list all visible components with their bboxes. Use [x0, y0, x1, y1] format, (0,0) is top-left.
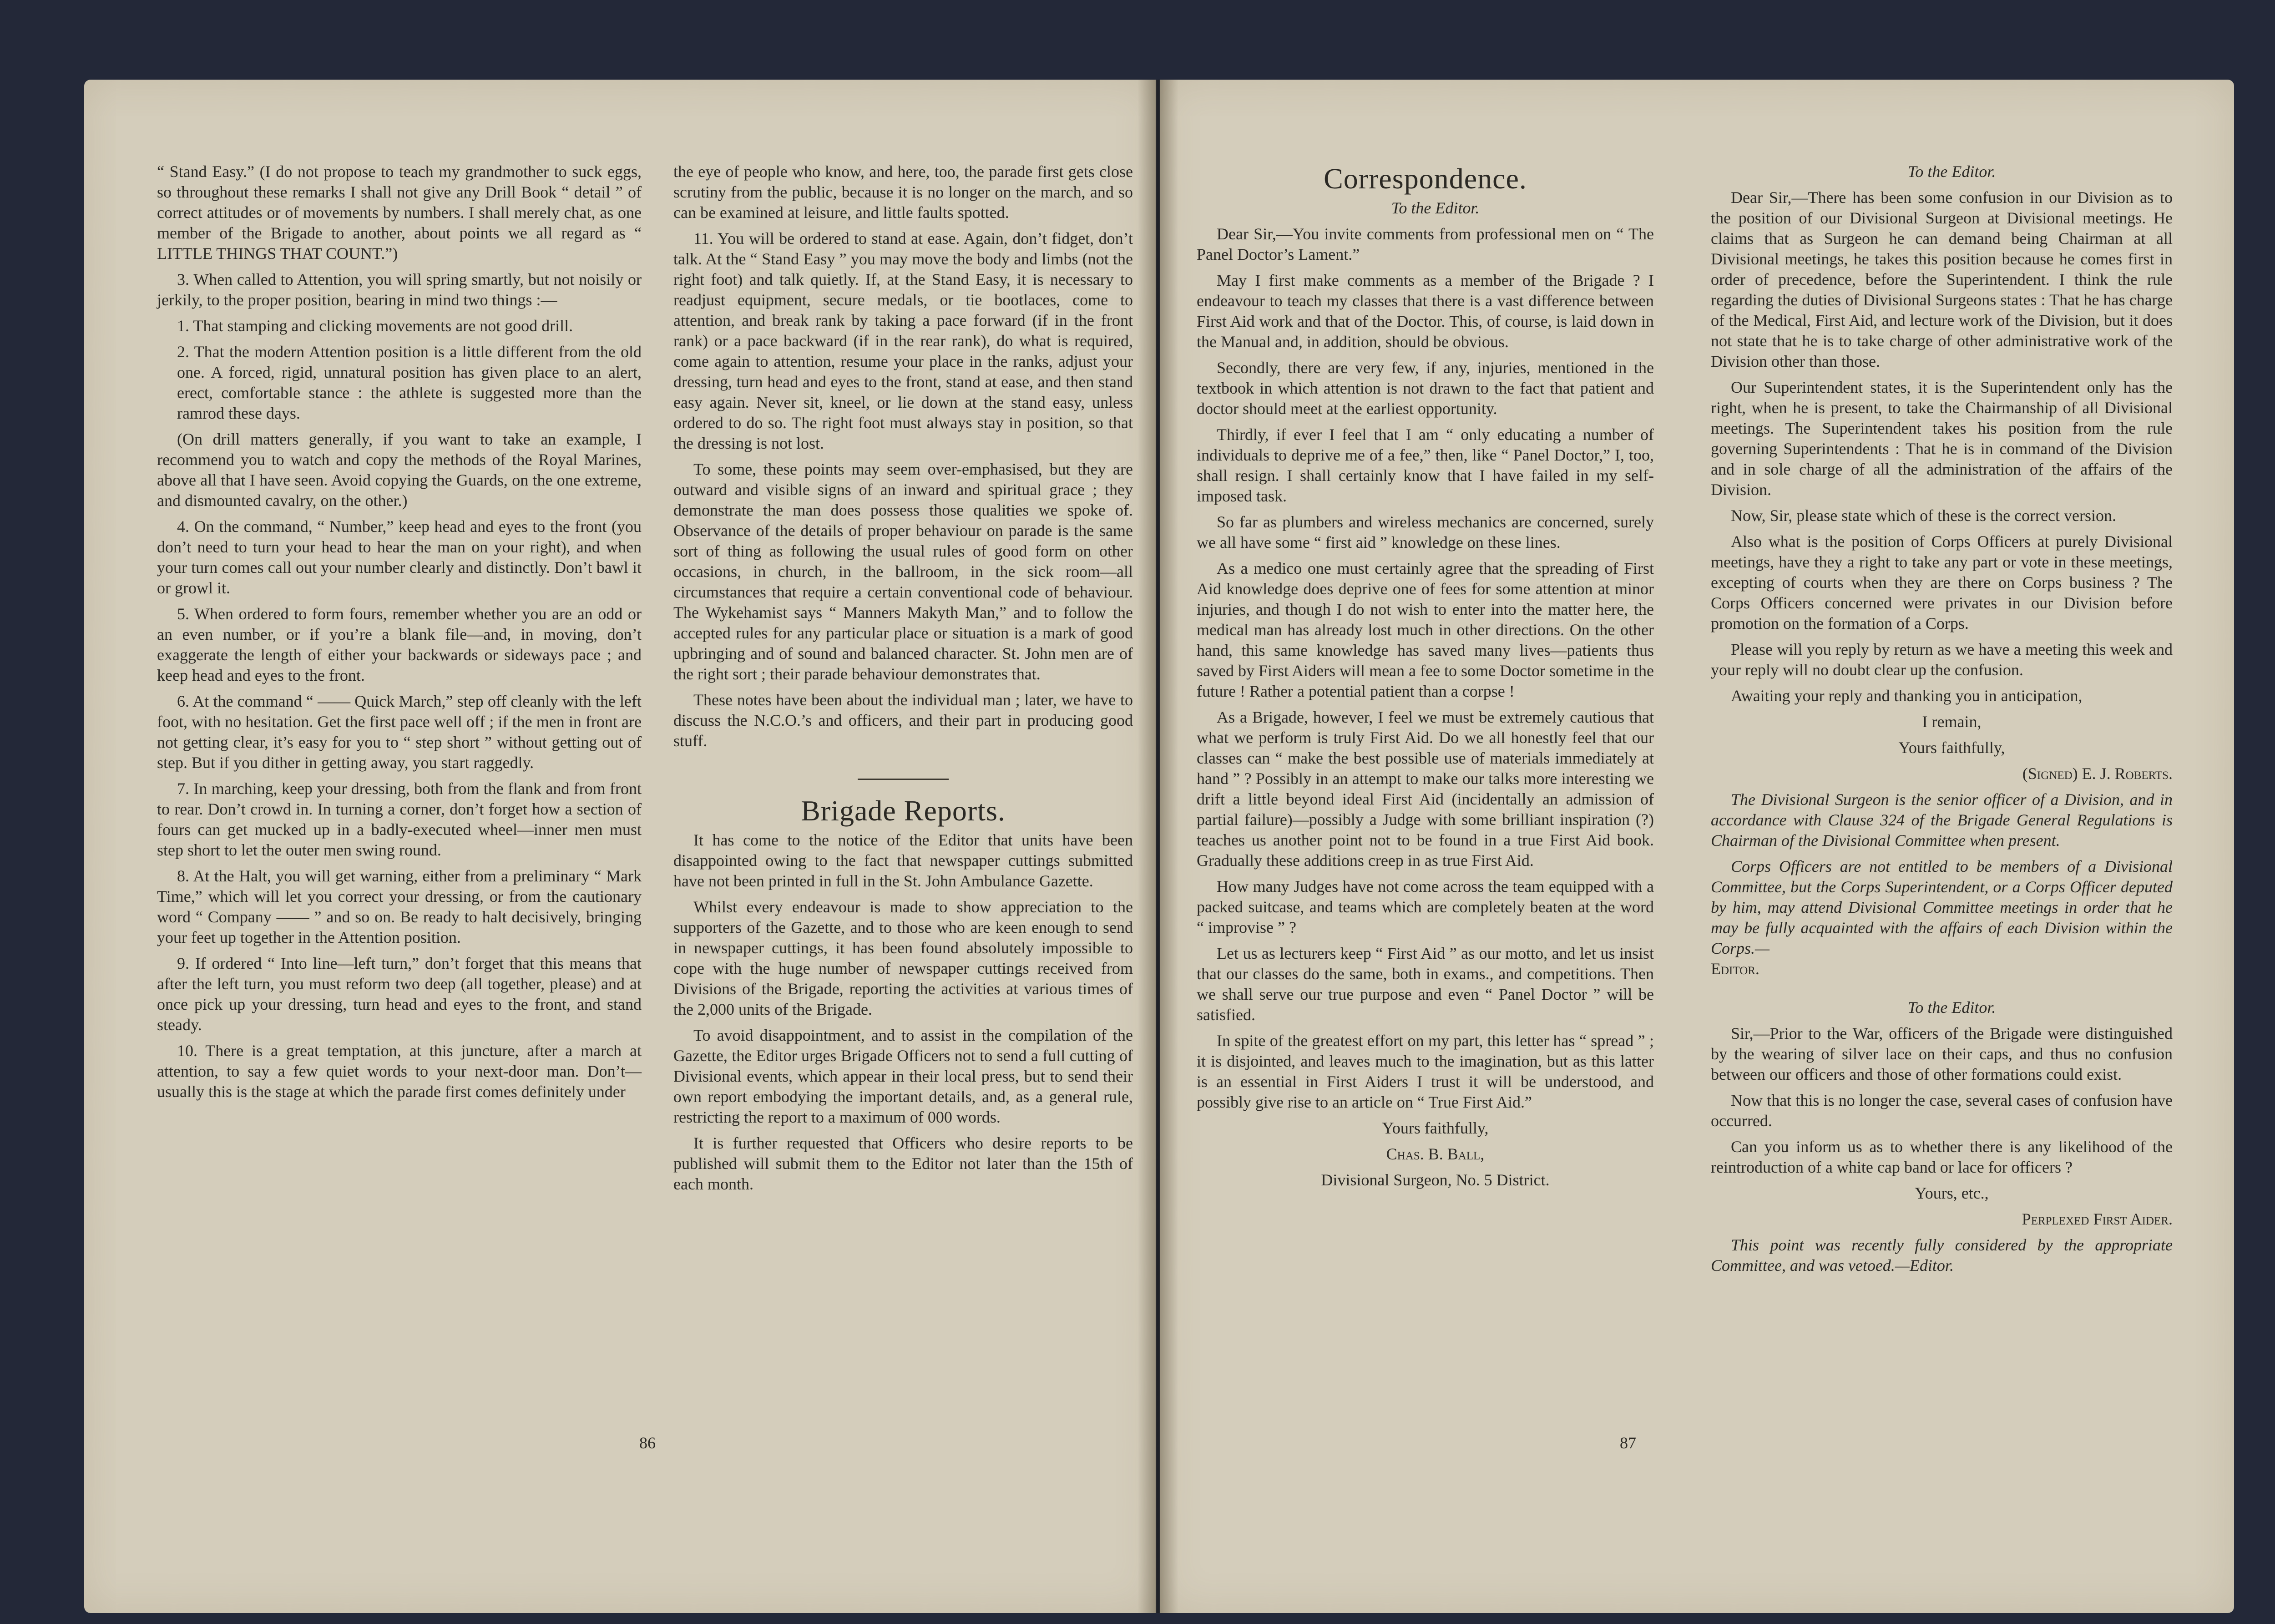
salutation: To the Editor. [1391, 199, 1480, 217]
paragraph: As a Brigade, however, I feel we must be extremely cautious that what we perform is truly First Aid. Do we all honestly feel that our classes can “ make the best possible use of materials immediately at hand ” ? Possibly in an attempt to make our talks more interesting we drift a little beyond ideal First Aid (incidentally an admission of partial failure)—possibly a Judge with some brilliant inspiration (?) teaches us another point not to be found in a true First Aid book. Gradually these additions creep in as true First Aid. [1197, 708, 1654, 870]
paragraph: To avoid disappointment, and to assist in the compilation of the Gazette, the Editor urges Brigade Officers not to send a full cutting of Divisional events, which appear in their local press, but to send their own report embodying the important details, and, as a general rule, restricting the report to a maximum of 000 words. [673, 1026, 1133, 1126]
paragraph: 7. In marching, keep your dressing, both from the flank and from front to rear. Don’t crowd in. In turning a corner, don’t forget how a section of fours can get mucked up in a badly-executed wheel—inner men must step short to let the outer men swing round. [157, 779, 642, 859]
paragraph: Thirdly, if ever I feel that I am “ only educating a number of individuals to deprive me of a fee,” then, like “ Panel Doctor,” I, too, shall resign. I shall certainly know that I have failed in my self-imposed task. [1197, 425, 1654, 505]
paragraph: How many Judges have not come across the team equipped with a packed suitcase, and teams which are completely beaten at the word “ improvise ” ? [1197, 877, 1654, 936]
paragraph: Now that this is no longer the case, several cases of confusion have occurred. [1711, 1091, 2173, 1130]
salutation: To the Editor. [1907, 162, 1996, 181]
correspondence-heading: Correspondence. [1324, 162, 1527, 195]
paragraph: Dear Sir,—You invite comments from professional men on “ The Panel Doctor’s Lament.” [1197, 225, 1654, 263]
paragraph: Now, Sir, please state which of these is the correct version. [1731, 506, 2116, 525]
section-divider [858, 779, 949, 780]
signature-title: Divisional Surgeon, No. 5 District. [1321, 1171, 1550, 1189]
paragraph: Our Superintendent states, it is the Superintendent only has the right, when he is present, to take the Chairmanship of all Divisional meetings. The Superintendent takes his position from the rule governing Superintendents : That he is in command of the Division and in sole charge of all the administration of the affairs of the Division. [1711, 378, 2173, 499]
paragraph: 4. On the command, “ Number,” keep head and eyes to the front (you don’t need to turn your head to hear the man on your right), and when your turn comes call out your number clearly and distinctly. Don’t bawl it or growl it. [157, 517, 642, 597]
page-gutter [1138, 80, 1178, 1613]
signature-line: Yours, etc., [1915, 1184, 1989, 1202]
page-number-left: 86 [639, 1434, 656, 1452]
paragraph: So far as plumbers and wireless mechanics are concerned, surely we all have some “ first aid ” knowledge on these lines. [1197, 513, 1654, 551]
editor-reply: Corps Officers are not entitled to be members of a Divisional Committee, but the Corps Superintendent, or a Corps Officer deputed by him, may attend Divisional Committee meetings in order that he may be fully acquainted with the affairs of each Division within the Corps.— [1711, 857, 2173, 957]
editor-signoff: Editor. [1711, 960, 1759, 978]
right-page-column-2 [1711, 162, 2173, 1281]
left-page-column-1 [157, 162, 642, 1108]
right-page-column-1 [1197, 162, 1654, 1196]
signature-name: Perplexed First Aider. [2022, 1210, 2173, 1228]
paragraph: “ Stand Easy.” (I do not propose to teach my grandmother to suck eggs, so throughout these remarks I shall not give any Drill Book “ detail ” of correct attitudes or of movements by numbers. I shall merely chat, as one member of the Brigade to another, about points we all regard as “ LITTLE THINGS THAT COUNT.”) [157, 162, 642, 263]
paragraph: 11. You will be ordered to stand at ease. Again, don’t fidget, don’t talk. At the “ Stand Easy ” you may move the body and limbs (not the right foot) and talk quietly. If, at the Stand Easy, it is necessary to readjust equipment, secure medals, or tie bootlaces, come to attention, and break rank by taking a pace forward (if in the front rank) or a pace backward (if in the rear rank), do what is required, come again to attention, resume your place in the ranks, adjust your dressing, turn head and eyes to the front, stand at ease, and then stand easy again. Never sit, kneel, or lie down at the stand easy, unless ordered to do so. The right foot must always stay in position, so that the dressing is not lost. [673, 229, 1133, 452]
paragraph: Can you inform us as to whether there is any likelihood of the reintroduction of a white cap band or lace for officers ? [1711, 1138, 2173, 1176]
paragraph: Sir,—Prior to the War, officers of the Brigade were distinguished by the wearing of silver lace on their caps, and thus no confusion between our officers and those of other formations could exist. [1711, 1024, 2173, 1083]
paragraph: 5. When ordered to form fours, remember whether you are an odd or an even number, or if you’re a blank file—and, in moving, don’t exaggerate the length of either your backwards or sideways pace ; and keep head and eyes to the front. [157, 605, 642, 684]
paragraph: In spite of the greatest effort on my part, this letter has “ spread ” ; it is disjointed, and leaves much to the imagination, but as this latter is an essential in First Aiders I trust it will be understood, and possibly give rise to an article on “ True First Aid.” [1197, 1032, 1654, 1111]
paragraph: These notes have been about the individual man ; later, we have to discuss the N.C.O.’s and officers, and their part in producing good stuff. [673, 691, 1133, 750]
paragraph: 2. That the modern Attention position is a little different from the old one. A forced, rigid, unnatural position has given place to an alert, erect, comfortable stance : the athlete is suggested more than the ramrod these days. [177, 343, 642, 422]
editor-reply: The Divisional Surgeon is the senior officer of a Division, and in accordance with Clause 324 of the Brigade General Regulations is Chairman of the Divisional Committee when present. [1711, 790, 2173, 850]
brigade-reports-heading: Brigade Reports. [801, 794, 1006, 827]
paragraph: 9. If ordered “ Into line—left turn,” don’t forget that this means that after the left turn, you must reform two deep (all together, please) and at once pick up your dressing, turn head and eyes to the front, and stand steady. [157, 954, 642, 1034]
signature-line: Yours faithfully, [1382, 1119, 1489, 1137]
paragraph: Secondly, there are very few, if any, injuries, mentioned in the textbook in which attention is not drawn to the fact that patient and doctor should meet at the earliest opportunity. [1197, 359, 1654, 418]
paragraph: As a medico one must certainly agree that the spreading of First Aid knowledge does deprive one of fees for some attention at minor injuries, and though I do not wish to enter into the matter here, the medical man has already lost much in other directions. On the other hand, this same knowledge has saved many lives—patients thus saved by First Aiders will mean a fee to some Doctor sometime in the future ! Rather a potential patient than a corpse ! [1197, 559, 1654, 700]
signature-name: Chas. B. Ball, [1386, 1145, 1485, 1163]
signature-name: (Signed) E. J. Roberts. [2022, 764, 2173, 783]
paragraph: Please will you reply by return as we have a meeting this week and your reply will no doubt clear up the confusion. [1711, 640, 2173, 679]
signature-line: Yours faithfully, [1898, 739, 2005, 757]
paragraph: It is further requested that Officers who desire reports to be published will submit them to the Editor not later than the 15th of each month. [673, 1134, 1133, 1193]
paragraph: Let us as lecturers keep “ First Aid ” as our motto, and let us insist that our classes do the same, both in exams., and competitions. Then we shall serve our true purpose and even “ Panel Doctor ” will be satisfied. [1197, 944, 1654, 1024]
paragraph: 10. There is a great temptation, at this juncture, after a march at attention, to say a few quiet words to your next-door man. Don’t—usually this is the stage at which the parade first comes definitely under [157, 1042, 642, 1101]
paragraph: the eye of people who know, and here, too, the parade first gets close scrutiny from the public, because it is no longer on the march, and so can be examined at leisure, and little faults spotted. [673, 162, 1133, 222]
paragraph: Awaiting your reply and thanking you in anticipation, [1731, 687, 2083, 705]
paragraph: (On drill matters generally, if you want to take an example, I recommend you to watch and copy the methods of the Royal Marines, above all that I have seen. Avoid copying the Guards, on the one extreme, and dismounted cavalry, on the other.) [157, 430, 642, 510]
signature-line: I remain, [1922, 713, 1982, 731]
paragraph: Dear Sir,—There has been some confusion in our Division as to the position of our Divisional Surgeon at Divisional meetings. He claims that as Surgeon he can demand being Chairman at all Divisional meetings, he takes this position because he comes first in order of precedence, before the Superintendent. I think the rule regarding the duties of Divisional Surgeons states : That he has charge of the Medical, First Aid, and lecture work of the Division, but it does not state that he is to take charge of other administrative work of the Division other than those. [1711, 188, 2173, 370]
paragraph: Also what is the position of Corps Officers at purely Divisional meetings, have they a right to take any part or vote in these meetings, excepting of courts when they are there on Corps business ? The Corps Officers concerned were privates in our Division before promotion on the formation of a Corps. [1711, 532, 2173, 632]
paragraph: It has come to the notice of the Editor that units have been disappointed owing to the fact that newspaper cuttings submitted have not been printed in full in the St. John Ambulance Gazette. [673, 831, 1133, 890]
page-number-right: 87 [1620, 1434, 1636, 1452]
editor-reply: This point was recently fully considered by the appropriate Committee, and was vetoed.—Editor. [1711, 1236, 2173, 1275]
paragraph: May I first make comments as a member of the Brigade ? I endeavour to teach my classes that there is a vast difference between First Aid work and that of the Doctor. This, of course, is laid down in the Manual and, in addition, should be obvious. [1197, 271, 1654, 351]
paragraph: 3. When called to Attention, you will spring smartly, but not noisily or jerkily, to the proper position, bearing in mind two things :— [157, 270, 642, 309]
paragraph: To some, these points may seem over-emphasised, but they are outward and visible signs of an inward and spiritual grace ; they demonstrate the man does possess those qualities we spoke of. Observance of the details of proper behaviour on parade is the same sort of thing as following the usual rules of good form on other occasions, in church, in the ballroom, in the sick room—all circumstances that require a certain conventional code of behaviour. The Wykehamist says “ Manners Makyth Man,” and to follow the accepted rules for any particular place or situation is a mark of good upbringing and of sound and balanced character. St. John men are of the right sort ; their parade behaviour demonstrates that. [673, 460, 1133, 683]
paragraph: 1. That stamping and clicking movements are not good drill. [177, 317, 573, 335]
paragraph: 6. At the command “ —— Quick March,” step off cleanly with the left foot, with no hesitation. Get the first pace well off ; if the men in front are not getting clear, it’s easy for you to “ step short ” without getting out of step. But if you dither in getting away, you start raggedly. [157, 692, 642, 772]
salutation: To the Editor. [1907, 998, 1996, 1017]
paragraph: Whilst every endeavour is made to show appreciation to the supporters of the Gazette, and to those who are keen enough to send in newspaper cuttings, it has been found absolutely impossible to cope with the huge number of newspaper cuttings received from Divisions of the Brigade, reporting the activities at various times of the 2,000 units of the Brigade. [673, 898, 1133, 1018]
left-page-column-2 [673, 162, 1133, 1200]
paragraph: 8. At the Halt, you will get warning, either from a preliminary “ Mark Time,” which will let you correct your dressing, or from the cautionary word “ Company —— ” and so on. Be ready to halt decisively, bringing your feet up together in the Attention position. [157, 867, 642, 946]
